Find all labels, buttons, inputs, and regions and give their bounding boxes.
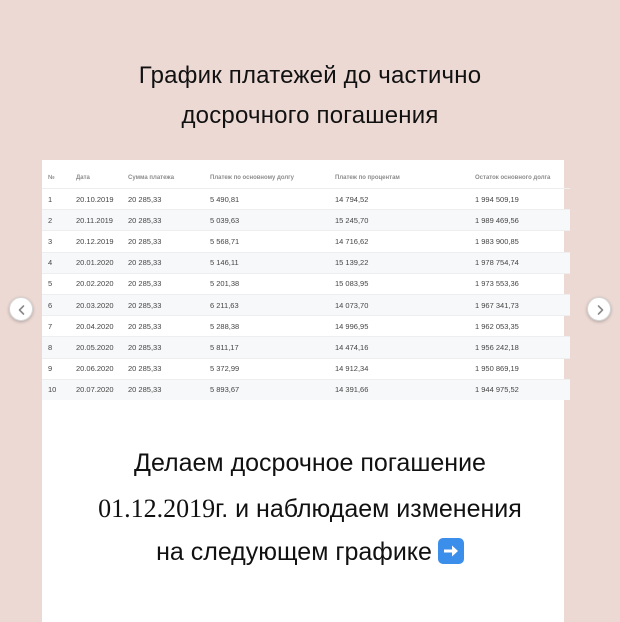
table-body — [42, 189, 570, 400]
row-principal-balance: 1 956 242,18 — [475, 337, 570, 358]
row-payment-amount: 20 285,33 — [128, 316, 210, 337]
table-header-row — [42, 168, 570, 189]
row-principal-payment: 5 490,81 — [210, 189, 335, 210]
row-principal-payment: 5 288,38 — [210, 316, 335, 337]
row-date: 20.04.2020 — [76, 316, 128, 337]
header-interest-payment: Платеж по процентам — [335, 175, 400, 181]
table-row — [42, 210, 570, 231]
table-row — [42, 337, 570, 358]
row-interest-payment: 15 083,95 — [335, 273, 475, 294]
row-payment-amount: 20 285,33 — [128, 231, 210, 252]
row-number: 3 — [42, 231, 76, 252]
row-payment-amount: 20 285,33 — [128, 358, 210, 379]
table-row — [42, 358, 570, 379]
row-interest-payment: 14 716,62 — [335, 231, 475, 252]
table-row — [42, 189, 570, 210]
row-number: 7 — [42, 316, 76, 337]
row-principal-balance: 1 978 754,74 — [475, 252, 570, 273]
row-interest-payment: 15 245,70 — [335, 210, 475, 231]
header-payment-amount: Сумма платежа — [128, 175, 175, 181]
row-principal-payment: 6 211,63 — [210, 294, 335, 315]
row-date: 20.12.2019 — [76, 231, 128, 252]
row-principal-payment: 5 811,17 — [210, 337, 335, 358]
table-row — [42, 273, 570, 294]
row-date: 20.11.2019 — [76, 210, 128, 231]
row-principal-balance: 1 989 469,56 — [475, 210, 570, 231]
row-date: 20.07.2020 — [76, 379, 128, 400]
message-line-2 — [0, 494, 620, 524]
row-interest-payment: 14 474,16 — [335, 337, 475, 358]
previous-slide-button[interactable] — [9, 297, 33, 321]
table-row — [42, 316, 570, 337]
row-principal-payment: 5 201,38 — [210, 273, 335, 294]
row-number: 6 — [42, 294, 76, 315]
row-interest-payment: 14 073,70 — [335, 294, 475, 315]
row-number: 8 — [42, 337, 76, 358]
row-payment-amount: 20 285,33 — [128, 252, 210, 273]
row-interest-payment: 14 912,34 — [335, 358, 475, 379]
header-principal-balance: Остаток основного долга — [475, 175, 551, 181]
row-number: 10 — [42, 379, 76, 400]
row-number: 1 — [42, 189, 76, 210]
row-principal-payment: 5 146,11 — [210, 252, 335, 273]
table-row — [42, 231, 570, 252]
row-payment-amount: 20 285,33 — [128, 210, 210, 231]
row-principal-balance: 1 950 869,19 — [475, 358, 570, 379]
row-payment-amount: 20 285,33 — [128, 273, 210, 294]
table-row — [42, 252, 570, 273]
message-line-1: Делаем досрочное погашение — [134, 449, 486, 477]
row-date: 20.03.2020 — [76, 294, 128, 315]
row-date: 20.01.2020 — [76, 252, 128, 273]
row-interest-payment: 14 794,52 — [335, 189, 475, 210]
payment-schedule-table — [42, 168, 570, 400]
table-row — [42, 379, 570, 400]
row-interest-payment: 15 139,22 — [335, 252, 475, 273]
row-principal-payment: 5 893,67 — [210, 379, 335, 400]
row-number: 9 — [42, 358, 76, 379]
row-interest-payment: 14 996,95 — [335, 316, 475, 337]
prepayment-date: 01.12.2019 — [98, 494, 216, 523]
row-payment-amount: 20 285,33 — [128, 337, 210, 358]
row-number: 2 — [42, 210, 76, 231]
header-number: № — [48, 175, 55, 181]
chevron-right-icon — [594, 304, 606, 316]
row-principal-payment: 5 372,99 — [210, 358, 335, 379]
message-line-3-text: на следующем графике — [156, 538, 432, 566]
table-row — [42, 294, 570, 315]
header-date: Дата — [76, 175, 90, 181]
row-principal-balance: 1 944 975,52 — [475, 379, 570, 400]
title-line-1: График платежей до частично — [138, 62, 482, 89]
right-arrow-icon — [438, 538, 464, 564]
row-number: 5 — [42, 273, 76, 294]
row-interest-payment: 14 391,66 — [335, 379, 475, 400]
chevron-left-icon — [16, 304, 28, 316]
row-principal-balance: 1 967 341,73 — [475, 294, 570, 315]
message-line-3 — [0, 538, 620, 567]
row-principal-balance: 1 994 509,19 — [475, 189, 570, 210]
row-principal-balance: 1 973 553,36 — [475, 273, 570, 294]
row-payment-amount: 20 285,33 — [128, 294, 210, 315]
row-date: 20.05.2020 — [76, 337, 128, 358]
row-date: 20.06.2020 — [76, 358, 128, 379]
row-date: 20.02.2020 — [76, 273, 128, 294]
row-date: 20.10.2019 — [76, 189, 128, 210]
row-payment-amount: 20 285,33 — [128, 189, 210, 210]
row-principal-payment: 5 568,71 — [210, 231, 335, 252]
row-principal-payment: 5 039,63 — [210, 210, 335, 231]
row-principal-balance: 1 962 053,35 — [475, 316, 570, 337]
next-slide-button[interactable] — [587, 297, 611, 321]
row-payment-amount: 20 285,33 — [128, 379, 210, 400]
header-principal-payment: Платеж по основному долгу — [210, 175, 294, 181]
message-line-2-rest: г. и наблюдаем изменения — [215, 495, 522, 523]
title-line-2: досрочного погашения — [181, 102, 439, 129]
row-number: 4 — [42, 252, 76, 273]
row-principal-balance: 1 983 900,85 — [475, 231, 570, 252]
